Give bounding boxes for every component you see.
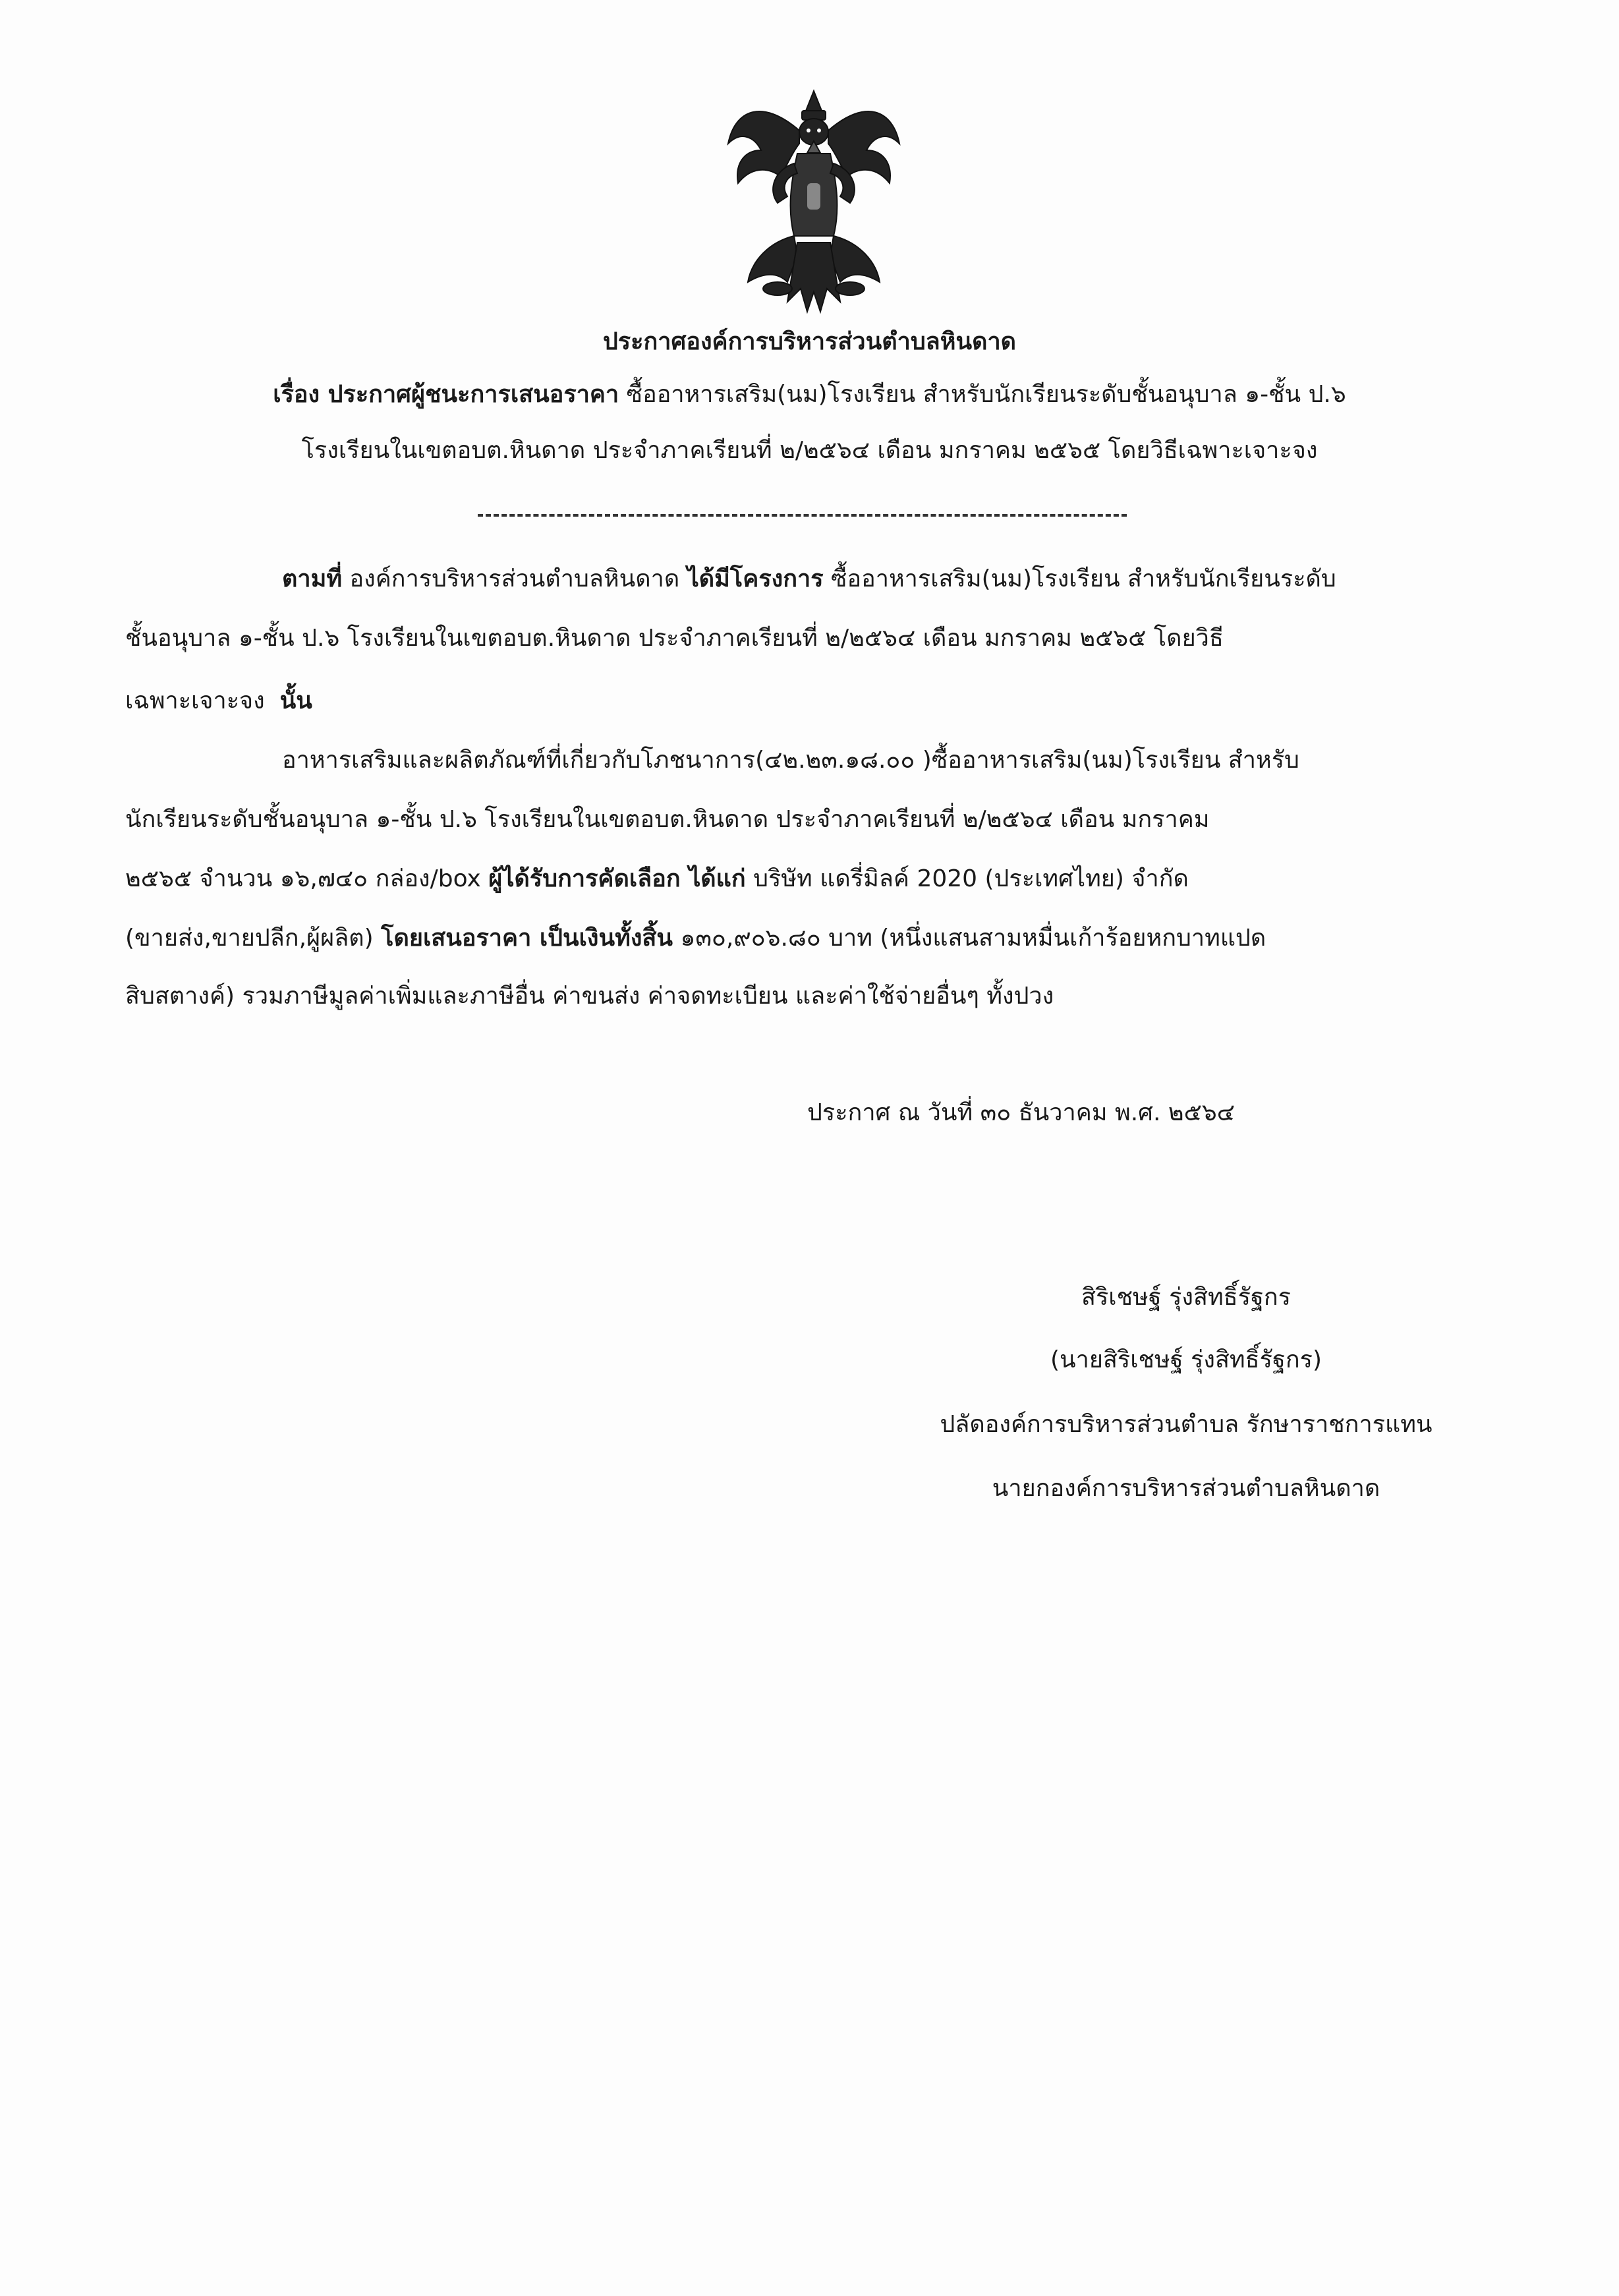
para2-line-4	[125, 923, 1266, 954]
para2-price-label: โดยเสนอราคา เป็นเงินทั้งสิ้น	[381, 925, 673, 952]
para2-line-2: นักเรียนระดับชั้นอนุบาล ๑-ชั้น ป.๖ โรงเรียนในเขตอบต.หินดาด ประจำภาคเรียนที่ ๒/๒๕๖๔ เดือน มกราคม	[125, 806, 1210, 833]
para2-quantity: ๒๕๖๕ จำนวน ๑๖,๗๔๐ กล่อง/box	[125, 865, 481, 892]
para1-org: องค์การบริหารส่วนตำบลหินดาด	[349, 565, 680, 592]
para2-selected-label: ผู้ได้รับการคัดเลือก ได้แก่	[488, 865, 746, 892]
para2-company-type: (ขายส่ง,ขายปลีก,ผู้ผลิต)	[125, 925, 374, 952]
para1-line-1	[282, 563, 1336, 595]
subject-line-1	[0, 379, 1619, 411]
header-divider	[478, 514, 1127, 517]
position-line-1: ปลัดองค์การบริหารส่วนตำบล รักษาราชการแทน	[940, 1411, 1433, 1438]
subject-line-2: โรงเรียนในเขตอบต.หินดาด ประจำภาคเรียนที่ ๒/๒๕๖๔ เดือน มกราคม ๒๕๖๕ โดยวิธีเฉพาะเจาะจง	[301, 437, 1318, 464]
org-title: ประกาศองค์การบริหารส่วนตำบลหินดาด	[602, 328, 1017, 355]
para1-method: เฉพาะเจาะจง	[125, 687, 265, 714]
para1-end: นั้น	[279, 687, 312, 714]
signed-name: สิริเชษฐ์ รุ่งสิทธิ์รัฐกร	[1081, 1284, 1291, 1311]
para2-line-5: สิบสตางค์) รวมภาษีมูลค่าเพิ่มและภาษีอื่น ค่าขนส่ง ค่าจดทะเบียน และค่าใช้จ่ายอื่นๆ ทั้งปวง	[125, 983, 1054, 1010]
para2-price: ๑๓๐,๙๐๖.๘๐ บาท (หนึ่งแสนสามหมื่นเก้าร้อยหกบาทแปด	[680, 925, 1266, 952]
printed-name: (นายสิริเชษฐ์ รุ่งสิทธิ์รัฐกร)	[1050, 1346, 1322, 1373]
garuda-emblem	[715, 84, 913, 322]
para1-line-2: ชั้นอนุบาล ๑-ชั้น ป.๖ โรงเรียนในเขตอบต.หินดาด ประจำภาคเรียนที่ ๒/๒๕๖๔ เดือน มกราคม ๒๕๖๕ โดยวิธี	[125, 625, 1224, 652]
para1-project-label: ได้มีโครงการ	[687, 565, 824, 592]
position-line-2: นายกองค์การบริหารส่วนตำบลหินดาด	[992, 1475, 1380, 1502]
para1-lead: ตามที่	[282, 565, 343, 592]
subject-label: เรื่อง ประกาศผู้ชนะการเสนอราคา	[273, 381, 619, 408]
announcement-date: ประกาศ ณ วันที่ ๓๐ ธันวาคม พ.ศ. ๒๕๖๔	[807, 1099, 1235, 1126]
para2-line-3	[125, 863, 1189, 895]
para2-line-1: อาหารเสริมและผลิตภัณฑ์ที่เกี่ยวกับโภชนาการ(๔๒.๒๓.๑๘.๐๐ )ซื้ออาหารเสริม(นม)โรงเรียน สำหรับ	[282, 747, 1299, 774]
para1-line-3	[125, 685, 312, 717]
para1-project: ซื้ออาหารเสริม(นม)โรงเรียน สำหรับนักเรียนระดับ	[831, 565, 1336, 592]
para2-company: บริษัท แดรี่มิลค์ 2020 (ประเทศไทย) จำกัด	[753, 865, 1189, 892]
subject-text: ซื้ออาหารเสริม(นม)โรงเรียน สำหรับนักเรียนระดับชั้นอนุบาล ๑-ชั้น ป.๖	[626, 381, 1346, 408]
